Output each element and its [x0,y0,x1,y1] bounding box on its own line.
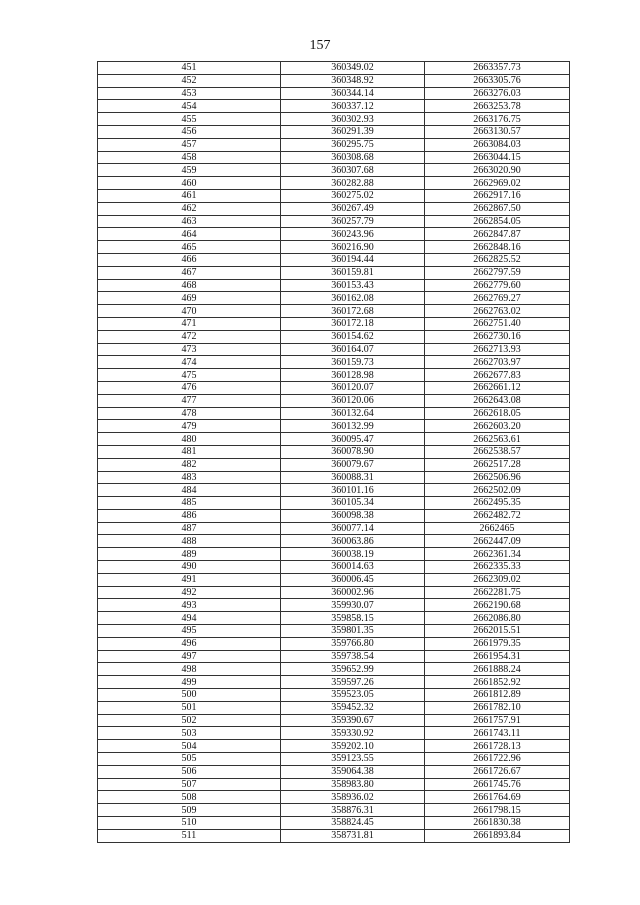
x-coordinate-cell: 360302.93 [281,113,425,126]
y-coordinate-cell: 2662465 [425,522,570,535]
y-coordinate-cell: 2661728.13 [425,740,570,753]
table-row [98,266,570,279]
y-coordinate-cell: 2663253.78 [425,100,570,113]
page-number: 157 [309,38,331,53]
x-coordinate-cell: 358936.02 [281,791,425,804]
y-coordinate-cell: 2662506.96 [425,471,570,484]
y-coordinate-cell: 2662309.02 [425,573,570,586]
table-row [98,317,570,330]
table-row [98,727,570,740]
x-coordinate-cell: 359858.15 [281,612,425,625]
point-number-cell: 487 [98,522,281,535]
x-coordinate-cell: 360079.67 [281,458,425,471]
point-number-cell: 476 [98,381,281,394]
y-coordinate-cell: 2662703.97 [425,356,570,369]
table-row [98,458,570,471]
table-row [98,497,570,510]
point-number-cell: 493 [98,599,281,612]
point-number-cell: 467 [98,266,281,279]
table-row [98,87,570,100]
x-coordinate-cell: 359523.05 [281,689,425,702]
table-row [98,791,570,804]
table-row [98,164,570,177]
x-coordinate-cell: 360132.99 [281,420,425,433]
table-row [98,381,570,394]
table-row [98,279,570,292]
point-number-cell: 511 [98,829,281,842]
table-row [98,202,570,215]
y-coordinate-cell: 2662713.93 [425,343,570,356]
table-row [98,625,570,638]
y-coordinate-cell: 2662361.34 [425,548,570,561]
y-coordinate-cell: 2662848.16 [425,241,570,254]
table-row [98,561,570,574]
table-row [98,535,570,548]
table-row [98,253,570,266]
point-number-cell: 458 [98,151,281,164]
table-row [98,369,570,382]
x-coordinate-cell: 360194.44 [281,253,425,266]
x-coordinate-cell: 360159.81 [281,266,425,279]
y-coordinate-cell: 2661979.35 [425,637,570,650]
point-number-cell: 469 [98,292,281,305]
x-coordinate-cell: 360291.39 [281,125,425,138]
y-coordinate-cell: 2662495.35 [425,497,570,510]
y-coordinate-cell: 2661726.67 [425,765,570,778]
point-number-cell: 466 [98,253,281,266]
point-number-cell: 496 [98,637,281,650]
coordinates-table-body [98,62,570,843]
x-coordinate-cell: 360154.62 [281,330,425,343]
y-coordinate-cell: 2662281.75 [425,586,570,599]
x-coordinate-cell: 360002.96 [281,586,425,599]
point-number-cell: 502 [98,714,281,727]
x-coordinate-cell: 360172.68 [281,305,425,318]
table-row [98,586,570,599]
x-coordinate-cell: 360344.14 [281,87,425,100]
x-coordinate-cell: 360077.14 [281,522,425,535]
table-row [98,599,570,612]
point-number-cell: 509 [98,804,281,817]
table-row [98,612,570,625]
point-number-cell: 457 [98,138,281,151]
y-coordinate-cell: 2661888.24 [425,663,570,676]
point-number-cell: 507 [98,778,281,791]
x-coordinate-cell: 360337.12 [281,100,425,113]
y-coordinate-cell: 2662677.83 [425,369,570,382]
point-number-cell: 480 [98,433,281,446]
y-coordinate-cell: 2662447.09 [425,535,570,548]
point-number-cell: 471 [98,317,281,330]
table-row [98,420,570,433]
y-coordinate-cell: 2661893.84 [425,829,570,842]
table-row [98,305,570,318]
point-number-cell: 451 [98,62,281,75]
table-row [98,650,570,663]
point-number-cell: 460 [98,177,281,190]
y-coordinate-cell: 2661798.15 [425,804,570,817]
x-coordinate-cell: 359766.80 [281,637,425,650]
point-number-cell: 468 [98,279,281,292]
table-row [98,292,570,305]
table-row [98,509,570,522]
x-coordinate-cell: 360153.43 [281,279,425,292]
point-number-cell: 484 [98,484,281,497]
x-coordinate-cell: 360216.90 [281,241,425,254]
point-number-cell: 510 [98,817,281,830]
point-number-cell: 482 [98,458,281,471]
point-number-cell: 453 [98,87,281,100]
x-coordinate-cell: 360014.63 [281,561,425,574]
point-number-cell: 479 [98,420,281,433]
x-coordinate-cell: 360349.02 [281,62,425,75]
x-coordinate-cell: 360132.64 [281,407,425,420]
x-coordinate-cell: 359390.67 [281,714,425,727]
y-coordinate-cell: 2662563.61 [425,433,570,446]
coordinates-table [97,61,570,843]
y-coordinate-cell: 2663305.76 [425,74,570,87]
x-coordinate-cell: 360275.02 [281,189,425,202]
point-number-cell: 461 [98,189,281,202]
point-number-cell: 485 [98,497,281,510]
point-number-cell: 505 [98,753,281,766]
x-coordinate-cell: 360095.47 [281,433,425,446]
table-row [98,778,570,791]
x-coordinate-cell: 360282.88 [281,177,425,190]
table-row [98,241,570,254]
y-coordinate-cell: 2661743.11 [425,727,570,740]
y-coordinate-cell: 2663084.03 [425,138,570,151]
x-coordinate-cell: 360307.68 [281,164,425,177]
point-number-cell: 491 [98,573,281,586]
point-number-cell: 483 [98,471,281,484]
y-coordinate-cell: 2662086.80 [425,612,570,625]
y-coordinate-cell: 2663130.57 [425,125,570,138]
y-coordinate-cell: 2663357.73 [425,62,570,75]
table-row [98,62,570,75]
x-coordinate-cell: 360164.07 [281,343,425,356]
table-row [98,484,570,497]
point-number-cell: 481 [98,445,281,458]
point-number-cell: 490 [98,561,281,574]
x-coordinate-cell: 360159.73 [281,356,425,369]
table-row [98,471,570,484]
y-coordinate-cell: 2662730.16 [425,330,570,343]
y-coordinate-cell: 2662015.51 [425,625,570,638]
x-coordinate-cell: 359123.55 [281,753,425,766]
x-coordinate-cell: 358824.45 [281,817,425,830]
x-coordinate-cell: 360257.79 [281,215,425,228]
y-coordinate-cell: 2663020.90 [425,164,570,177]
y-coordinate-cell: 2662643.08 [425,394,570,407]
x-coordinate-cell: 360088.31 [281,471,425,484]
x-coordinate-cell: 359202.10 [281,740,425,753]
table-row [98,714,570,727]
x-coordinate-cell: 359452.32 [281,701,425,714]
x-coordinate-cell: 358983.80 [281,778,425,791]
x-coordinate-cell: 358876.31 [281,804,425,817]
x-coordinate-cell: 360308.68 [281,151,425,164]
table-row [98,676,570,689]
point-number-cell: 494 [98,612,281,625]
table-row [98,548,570,561]
point-number-cell: 456 [98,125,281,138]
table-row [98,330,570,343]
table-row [98,637,570,650]
y-coordinate-cell: 2662969.02 [425,177,570,190]
x-coordinate-cell: 360105.34 [281,497,425,510]
y-coordinate-cell: 2662502.09 [425,484,570,497]
point-number-cell: 504 [98,740,281,753]
y-coordinate-cell: 2662517.28 [425,458,570,471]
table-row [98,573,570,586]
point-number-cell: 506 [98,765,281,778]
y-coordinate-cell: 2662538.57 [425,445,570,458]
point-number-cell: 489 [98,548,281,561]
x-coordinate-cell: 360006.45 [281,573,425,586]
y-coordinate-cell: 2661757.91 [425,714,570,727]
y-coordinate-cell: 2661812.89 [425,689,570,702]
table-row [98,215,570,228]
y-coordinate-cell: 2662190.68 [425,599,570,612]
table-row [98,343,570,356]
y-coordinate-cell: 2661830.38 [425,817,570,830]
y-coordinate-cell: 2662763.02 [425,305,570,318]
table-row [98,445,570,458]
y-coordinate-cell: 2662751.40 [425,317,570,330]
y-coordinate-cell: 2662661.12 [425,381,570,394]
y-coordinate-cell: 2662779.60 [425,279,570,292]
point-number-cell: 492 [98,586,281,599]
x-coordinate-cell: 359930.07 [281,599,425,612]
table-row [98,125,570,138]
x-coordinate-cell: 360078.90 [281,445,425,458]
point-number-cell: 497 [98,650,281,663]
table-row [98,394,570,407]
y-coordinate-cell: 2661954.31 [425,650,570,663]
x-coordinate-cell: 360172.18 [281,317,425,330]
point-number-cell: 500 [98,689,281,702]
x-coordinate-cell: 359738.54 [281,650,425,663]
y-coordinate-cell: 2662847.87 [425,228,570,241]
x-coordinate-cell: 360038.19 [281,548,425,561]
y-coordinate-cell: 2661764.69 [425,791,570,804]
point-number-cell: 508 [98,791,281,804]
table-row [98,138,570,151]
table-row [98,663,570,676]
y-coordinate-cell: 2661852.92 [425,676,570,689]
x-coordinate-cell: 359064.38 [281,765,425,778]
y-coordinate-cell: 2662825.52 [425,253,570,266]
x-coordinate-cell: 360267.49 [281,202,425,215]
point-number-cell: 475 [98,369,281,382]
table-row [98,189,570,202]
table-row [98,804,570,817]
point-number-cell: 463 [98,215,281,228]
table-row [98,753,570,766]
y-coordinate-cell: 2662867.50 [425,202,570,215]
x-coordinate-cell: 359330.92 [281,727,425,740]
x-coordinate-cell: 359652.99 [281,663,425,676]
y-coordinate-cell: 2662335.33 [425,561,570,574]
y-coordinate-cell: 2663044.15 [425,151,570,164]
table-row [98,433,570,446]
x-coordinate-cell: 360128.98 [281,369,425,382]
x-coordinate-cell: 360348.92 [281,74,425,87]
point-number-cell: 486 [98,509,281,522]
y-coordinate-cell: 2662603.20 [425,420,570,433]
point-number-cell: 470 [98,305,281,318]
x-coordinate-cell: 359801.35 [281,625,425,638]
point-number-cell: 454 [98,100,281,113]
y-coordinate-cell: 2661782.10 [425,701,570,714]
x-coordinate-cell: 358731.81 [281,829,425,842]
table-row [98,100,570,113]
table-row [98,522,570,535]
point-number-cell: 478 [98,407,281,420]
point-number-cell: 464 [98,228,281,241]
point-number-cell: 472 [98,330,281,343]
x-coordinate-cell: 359597.26 [281,676,425,689]
x-coordinate-cell: 360063.86 [281,535,425,548]
y-coordinate-cell: 2662797.59 [425,266,570,279]
point-number-cell: 499 [98,676,281,689]
x-coordinate-cell: 360243.96 [281,228,425,241]
y-coordinate-cell: 2663176.75 [425,113,570,126]
table-row [98,113,570,126]
point-number-cell: 495 [98,625,281,638]
point-number-cell: 465 [98,241,281,254]
point-number-cell: 498 [98,663,281,676]
x-coordinate-cell: 360101.16 [281,484,425,497]
y-coordinate-cell: 2662618.05 [425,407,570,420]
x-coordinate-cell: 360295.75 [281,138,425,151]
point-number-cell: 473 [98,343,281,356]
y-coordinate-cell: 2663276.03 [425,87,570,100]
point-number-cell: 503 [98,727,281,740]
table-row [98,765,570,778]
y-coordinate-cell: 2662854.05 [425,215,570,228]
point-number-cell: 501 [98,701,281,714]
x-coordinate-cell: 360162.08 [281,292,425,305]
y-coordinate-cell: 2661722.96 [425,753,570,766]
table-row [98,74,570,87]
x-coordinate-cell: 360120.07 [281,381,425,394]
table-row [98,407,570,420]
table-row [98,356,570,369]
table-row [98,228,570,241]
y-coordinate-cell: 2661745.76 [425,778,570,791]
x-coordinate-cell: 360098.38 [281,509,425,522]
point-number-cell: 488 [98,535,281,548]
point-number-cell: 477 [98,394,281,407]
table-row [98,177,570,190]
table-row [98,740,570,753]
point-number-cell: 462 [98,202,281,215]
y-coordinate-cell: 2662917.16 [425,189,570,202]
x-coordinate-cell: 360120.06 [281,394,425,407]
table-row [98,701,570,714]
y-coordinate-cell: 2662482.72 [425,509,570,522]
table-row [98,817,570,830]
point-number-cell: 452 [98,74,281,87]
table-row [98,689,570,702]
table-row [98,151,570,164]
y-coordinate-cell: 2662769.27 [425,292,570,305]
point-number-cell: 474 [98,356,281,369]
point-number-cell: 459 [98,164,281,177]
point-number-cell: 455 [98,113,281,126]
table-row [98,829,570,842]
